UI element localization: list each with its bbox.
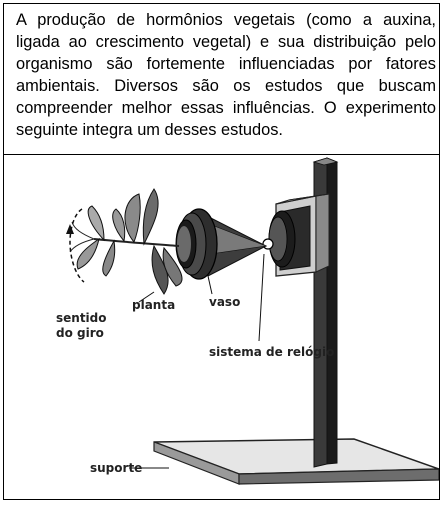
intro-paragraph (16, 9, 436, 141)
text-line: compreender melhor essas influências. O experimento (16, 99, 436, 117)
label-stand: suporte (90, 461, 143, 475)
text-line: A produção de hormônios vegetais (como a auxina, (16, 11, 436, 29)
text-line: ambientais. Diversos são os estudos que buscam (16, 77, 436, 95)
label-clock-system: sistema de relógio (209, 345, 335, 359)
leader-lines (129, 254, 264, 468)
rotation-arrow (66, 209, 84, 282)
text-line: organismo são fortemente influenciadas por fatores (16, 55, 436, 73)
pot (176, 209, 217, 279)
clock-disc (263, 211, 295, 267)
label-rotation-2: do giro (56, 326, 104, 340)
plant (70, 189, 182, 294)
label-pot: vaso (209, 295, 241, 309)
question-box (3, 3, 440, 500)
experiment-illustration (4, 154, 439, 499)
text-line: ligada ao crescimento vegetal) e sua distribuição pelo (16, 33, 436, 51)
label-plant: planta (132, 298, 176, 312)
label-rotation: sentido (56, 311, 107, 325)
text-line: seguinte integra um desses estudos. (16, 121, 283, 139)
stand-base (154, 439, 439, 484)
